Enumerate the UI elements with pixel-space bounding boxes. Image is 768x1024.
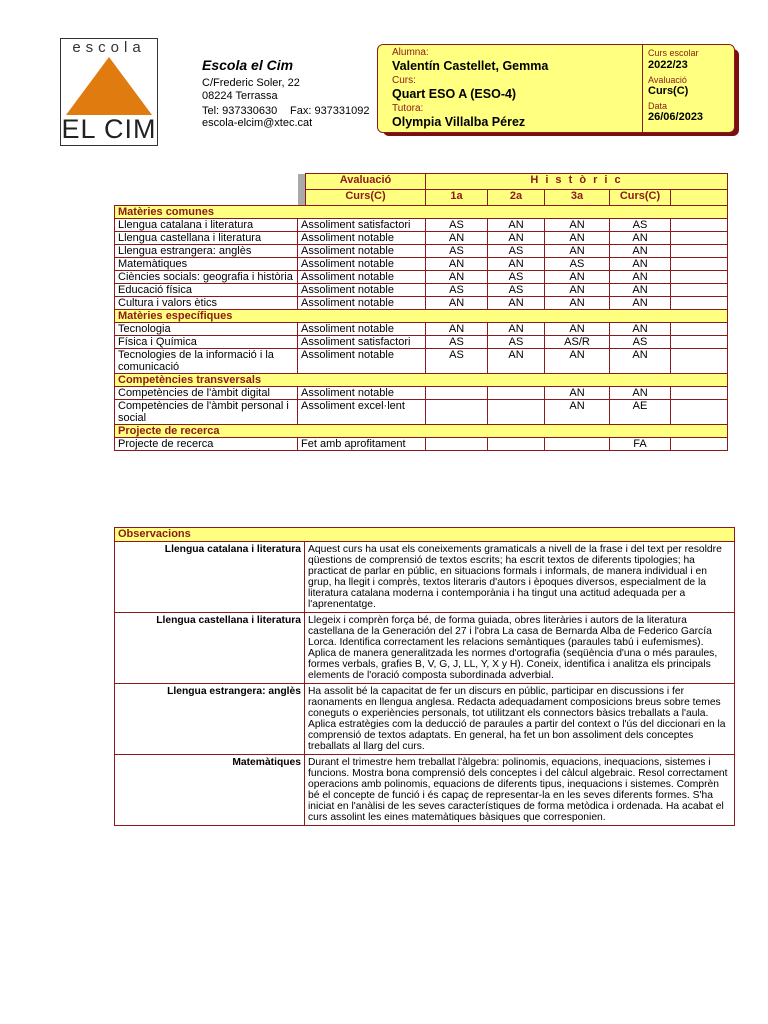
header-col-0: 1a [426, 190, 488, 206]
student-box-divider [642, 45, 643, 132]
subject-name: Tecnologia [115, 323, 298, 336]
grade-value: Assoliment satisfactori [298, 336, 426, 349]
observation-text: Ha assolit bé la capacitat de fer un discurs en públic, participar en discussions i fer raonaments en llengua anglesa. Redacta adequadament composicions breus sobre temes coneguts o experiències personals, tot utilitzant els connectors bàsics treballats a l'aula. Aplica estratègies com la deducció de paraules a partir del context o l'ús del diccionari en la comprensió de textos adaptats. En general, ha fet un bon assoliment dels conceptes treballats al llarg del curs. [305, 684, 735, 755]
subject-name: Projecte de recerca [115, 438, 298, 451]
historic-value [426, 387, 488, 400]
historic-value: AN [488, 232, 545, 245]
historic-value: AN [426, 323, 488, 336]
header-col-1: 2a [488, 190, 545, 206]
historic-value: AN [545, 387, 610, 400]
grade-row [115, 297, 728, 310]
grade-value: Assoliment notable [298, 232, 426, 245]
historic-empty [671, 387, 728, 400]
observation-text: Durant el trimestre hem treballat l'àlgebra: polinomis, equacions, inequacions, sistemes i funcions. Mostra bona comprensió dels conceptes i del càlcul algebraic. Resol correctament operacions amb polinomis, equacions de diferents tipus, inequacions i sistemes. Comprèn bé el concepte de funció i és capaç de representar-la en les seves diferents formes. S'ha iniciat en l'anàlisi de les seves característiques de forma metòdica i ordenada. Ha acabat el curs assolint les eines matemàtiques bàsiques que corresponien. [305, 755, 735, 826]
school-email: escola-elcim@xtec.cat [202, 117, 313, 129]
subject-name: Competències de l'àmbit digital [115, 387, 298, 400]
historic-value: AS [488, 336, 545, 349]
historic-value: AN [488, 349, 545, 374]
historic-value: AN [545, 284, 610, 297]
header-avaluacio-sub: Curs(C) [306, 190, 426, 206]
historic-value: AS [545, 258, 610, 271]
section-title: Matèries comunes [115, 206, 728, 219]
data-value: 26/06/2023 [648, 111, 704, 123]
historic-empty [671, 258, 728, 271]
grade-value: Assoliment notable [298, 245, 426, 258]
section-title: Projecte de recerca [115, 425, 728, 438]
historic-value: AN [610, 245, 671, 258]
historic-value: AN [610, 349, 671, 374]
header-gray-bar [298, 174, 306, 206]
grade-value: Assoliment excel·lent [298, 400, 426, 425]
observation-row [115, 542, 735, 613]
observation-text: Aquest curs ha usat els coneixements gramaticals a nivell de la frase i del text per resoldre qüestions de comprensió de textos escrits; ha escrit textos de diferents tipologies; ha practicat de parlar en públic, en situacions formals i informals, de manera individual i en grup, ha llegit i comprès, textos literaris d'autors i èpoques diversos, especialment de la literatura catalana moderna i contemporània i ha tingut una actitud adequada per a l'aprenentatge. [305, 542, 735, 613]
historic-value: AN [488, 323, 545, 336]
grade-row [115, 271, 728, 284]
grade-row [115, 258, 728, 271]
historic-empty [671, 245, 728, 258]
historic-value: AN [610, 258, 671, 271]
curs-escolar-value: 2022/23 [648, 59, 688, 71]
grade-value: Assoliment notable [298, 284, 426, 297]
grades-table [114, 173, 728, 451]
historic-value [545, 438, 610, 451]
observation-subject: Llengua catalana i literatura [115, 542, 305, 613]
historic-empty [671, 232, 728, 245]
historic-value: AN [610, 232, 671, 245]
student-info-box [377, 44, 735, 133]
subject-name: Tecnologies de la informació i la comunicació [115, 349, 298, 374]
grade-row [115, 323, 728, 336]
curs-value: Quart ESO A (ESO-4) [392, 87, 517, 101]
section-title: Competències transversals [115, 374, 728, 387]
historic-value: AN [545, 232, 610, 245]
school-tel: Tel: 937330630 [202, 105, 278, 117]
historic-empty [671, 219, 728, 232]
subject-name: Educació física [115, 284, 298, 297]
avaluacio-value: Curs(C) [648, 85, 689, 97]
historic-value: FA [610, 438, 671, 451]
historic-value: AN [545, 400, 610, 425]
observation-text: Llegeix i comprèn força bé, de forma guiada, obres literàries i autors de la literatura castellana de la Generación del 27 i l'obra La casa de Bernarda Alba de Federico García Lorca. Identifica correctament les relacions semàntiques (paraules tabú i eufemismes). Aplica de manera generalitzada les normes d'ortografia (seqüència d'una o més paraules, formes verbals, grafies B, V, G, J, LL, Y, X y H). Coneix, identifica i analitza els principals elements de l'oració composta subordinada adverbial. [305, 613, 735, 684]
historic-value: AN [610, 284, 671, 297]
historic-value: AS [488, 284, 545, 297]
header-col-empty [671, 190, 728, 206]
historic-value: AN [545, 245, 610, 258]
header-col-2: 3a [545, 190, 610, 206]
observation-row [115, 755, 735, 826]
curs-label: Curs: [392, 75, 416, 86]
observation-row [115, 613, 735, 684]
historic-value [426, 438, 488, 451]
tutora-value: Olympia Villalba Pérez [392, 115, 526, 129]
historic-value: AS [610, 219, 671, 232]
subject-name: Ciències socials: geografia i història [115, 271, 298, 284]
observations-table [114, 527, 735, 826]
subject-name: Llengua catalana i literatura [115, 219, 298, 232]
data-label: Data [648, 101, 668, 111]
subject-name: Física i Química [115, 336, 298, 349]
grade-value: Assoliment notable [298, 297, 426, 310]
subject-name: Llengua estrangera: anglès [115, 245, 298, 258]
historic-empty [671, 323, 728, 336]
historic-value: AN [426, 297, 488, 310]
observation-row [115, 684, 735, 755]
grade-value: Assoliment notable [298, 387, 426, 400]
header-blank [115, 174, 298, 190]
avaluacio-label: Avaluació [648, 75, 687, 85]
grade-row [115, 400, 728, 425]
grade-value: Assoliment notable [298, 258, 426, 271]
grade-row [115, 245, 728, 258]
historic-empty [671, 336, 728, 349]
historic-value: AS [426, 245, 488, 258]
grade-row [115, 284, 728, 297]
subject-name: Llengua castellana i literatura [115, 232, 298, 245]
historic-value: AS [426, 336, 488, 349]
alumna-value: Valentín Castellet, Gemma [392, 59, 549, 73]
grade-row [115, 349, 728, 374]
historic-value: AN [426, 232, 488, 245]
grade-row [115, 438, 728, 451]
historic-value: AN [545, 349, 610, 374]
historic-empty [671, 349, 728, 374]
historic-value: AS [488, 245, 545, 258]
historic-value [488, 387, 545, 400]
historic-value: AN [426, 258, 488, 271]
grade-value: Assoliment notable [298, 323, 426, 336]
subject-name: Matemàtiques [115, 258, 298, 271]
historic-value: AN [488, 219, 545, 232]
section-title: Matèries específiques [115, 310, 728, 323]
school-street: C/Frederic Soler, 22 [202, 77, 300, 89]
grade-row [115, 336, 728, 349]
observation-subject: Llengua castellana i literatura [115, 613, 305, 684]
historic-value: AN [426, 271, 488, 284]
tutora-label: Tutora: [392, 103, 424, 114]
historic-empty [671, 400, 728, 425]
alumna-label: Alumna: [392, 47, 429, 58]
historic-value: AN [545, 219, 610, 232]
header-avaluacio: Avaluació [306, 174, 426, 190]
school-logo [60, 38, 158, 146]
grade-value: Fet amb aprofitament [298, 438, 426, 451]
observation-subject: Llengua estrangera: anglès [115, 684, 305, 755]
school-fax: Fax: 937331092 [290, 105, 370, 117]
grade-row [115, 219, 728, 232]
grade-row [115, 232, 728, 245]
historic-value: AN [545, 271, 610, 284]
grade-value: Assoliment notable [298, 349, 426, 374]
historic-value: AN [610, 387, 671, 400]
historic-value: AN [488, 258, 545, 271]
historic-value: AN [610, 323, 671, 336]
historic-value: AN [545, 323, 610, 336]
historic-value: AS/R [545, 336, 610, 349]
observations-title: Observacions [115, 528, 735, 542]
grade-value: Assoliment satisfactori [298, 219, 426, 232]
historic-value: AN [610, 297, 671, 310]
historic-empty [671, 297, 728, 310]
header-historic: H i s t ò r i c [426, 174, 728, 190]
historic-value: AS [426, 284, 488, 297]
school-city: 08224 Terrassa [202, 90, 278, 102]
observation-subject: Matemàtiques [115, 755, 305, 826]
historic-value: AN [610, 271, 671, 284]
curs-escolar-label: Curs escolar [648, 48, 699, 58]
logo-triangle-icon [64, 55, 154, 117]
logo-top-text: escola [72, 39, 146, 56]
historic-value [488, 438, 545, 451]
historic-empty [671, 271, 728, 284]
historic-value: AS [426, 219, 488, 232]
grade-row [115, 387, 728, 400]
historic-value: AN [545, 297, 610, 310]
header-blank [115, 190, 298, 206]
historic-value [426, 400, 488, 425]
historic-value [488, 400, 545, 425]
historic-value: AE [610, 400, 671, 425]
school-name: Escola el Cim [202, 57, 294, 73]
subject-name: Competències de l'àmbit personal i social [115, 400, 298, 425]
historic-empty [671, 438, 728, 451]
historic-empty [671, 284, 728, 297]
historic-value: AS [488, 271, 545, 284]
historic-value: AN [488, 297, 545, 310]
header-col-3: Curs(C) [610, 190, 671, 206]
subject-name: Cultura i valors ètics [115, 297, 298, 310]
historic-value: AS [426, 349, 488, 374]
logo-bottom-text: EL CIM [61, 114, 157, 144]
grade-value: Assoliment notable [298, 271, 426, 284]
historic-value: AS [610, 336, 671, 349]
